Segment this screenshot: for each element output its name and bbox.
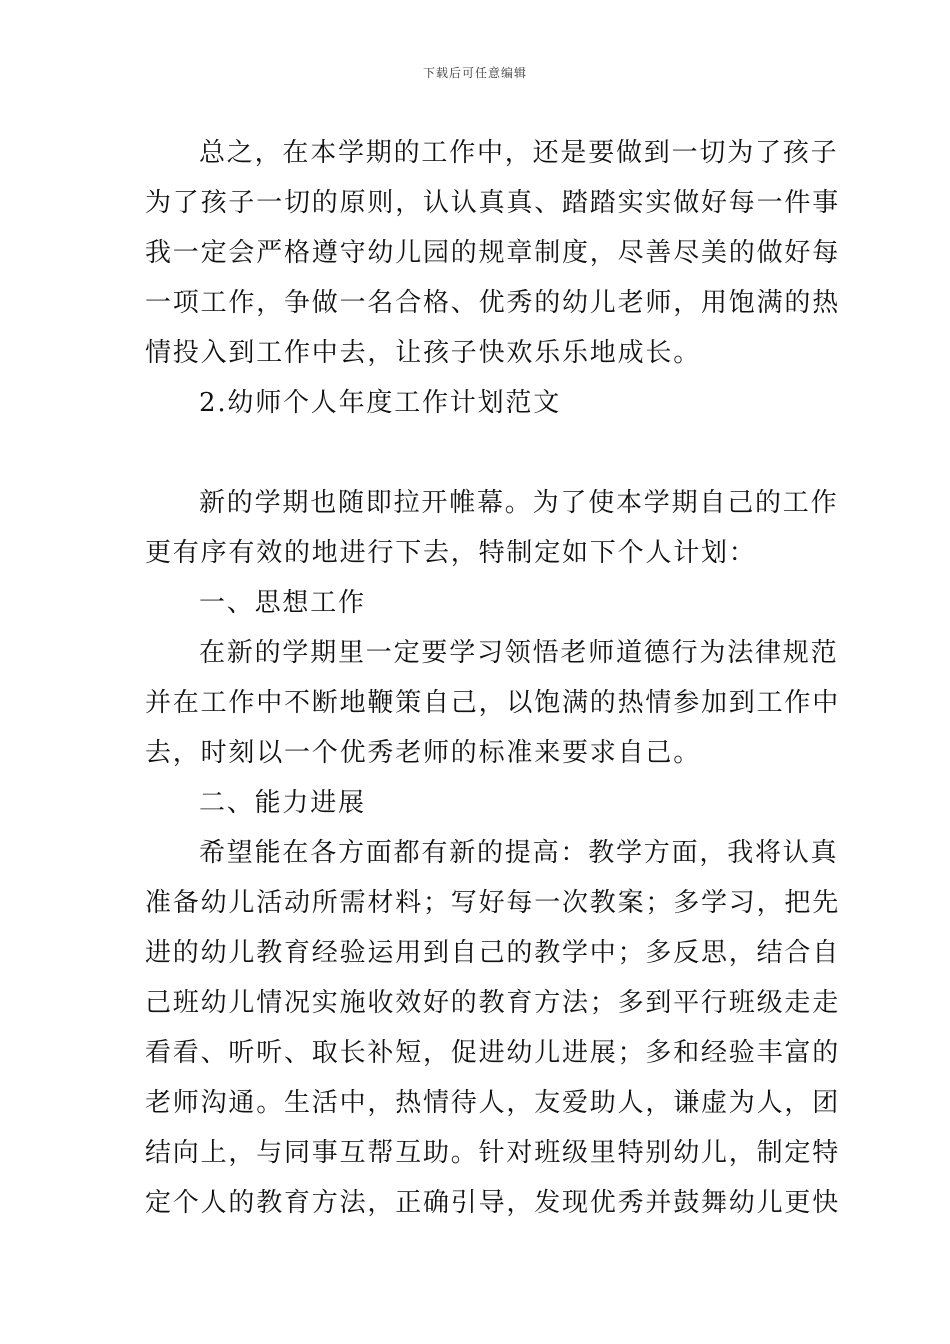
header-note: 下载后可任意编辑 — [422, 66, 527, 80]
paragraph-line: 新的学期也随即拉开帷幕。为了使本学期自己的工作 — [199, 488, 839, 518]
paragraph-line: 希望能在各方面都有新的提高：教学方面，我将认真 — [199, 838, 839, 868]
paragraph-line: 结向上，与同事互帮互助。针对班级里特别幼儿，制定特 — [145, 1138, 841, 1168]
document-body — [145, 128, 841, 1228]
paragraph-line: 老师沟通。生活中，热情待人，友爱助人，谦虚为人，团 — [145, 1088, 841, 1118]
paragraph-line: 为了孩子一切的原则，认认真真、踏踏实实做好每一件事 — [145, 188, 841, 218]
paragraph-line: 更有序有效的地进行下去，特制定如下个人计划： — [145, 538, 757, 568]
paragraph-line: 一项工作，争做一名合格、优秀的幼儿老师，用饱满的热 — [145, 288, 841, 318]
paragraph-line: 准备幼儿活动所需材料；写好每一次教案；多学习，把先 — [145, 888, 841, 918]
blank-line — [145, 428, 805, 478]
paragraph-line: 看看、听听、取长补短，促进幼儿进展；多和经验丰富的 — [145, 1038, 841, 1068]
paragraph-line: 我一定会严格遵守幼儿园的规章制度，尽善尽美的做好每 — [145, 238, 841, 268]
section-heading: 一、思想工作 — [199, 588, 366, 618]
paragraph-line: 情投入到工作中去，让孩子快欢乐乐地成长。 — [145, 338, 702, 368]
paragraph-line: 去，时刻以一个优秀老师的标准来要求自己。 — [145, 738, 702, 768]
paragraph-line: 己班幼儿情况实施收效好的教育方法；多到平行班级走走 — [145, 988, 841, 1018]
paragraph-line: 总之，在本学期的工作中，还是要做到一切为了孩子 — [199, 138, 839, 168]
section-heading: 二、能力进展 — [199, 788, 366, 818]
paragraph-line: 在新的学期里一定要学习领悟老师道德行为法律规范 — [199, 638, 839, 668]
paragraph-line: 并在工作中不断地鞭策自己，以饱满的热情参加到工作中 — [145, 688, 841, 718]
paragraph-line: 进的幼儿教育经验运用到自己的教学中；多反思，结合自 — [145, 938, 841, 968]
section-heading: 2.幼师个人年度工作计划范文 — [199, 388, 562, 418]
paragraph-line: 定个人的教育方法，正确引导，发现优秀并鼓舞幼儿更快 — [145, 1188, 841, 1218]
